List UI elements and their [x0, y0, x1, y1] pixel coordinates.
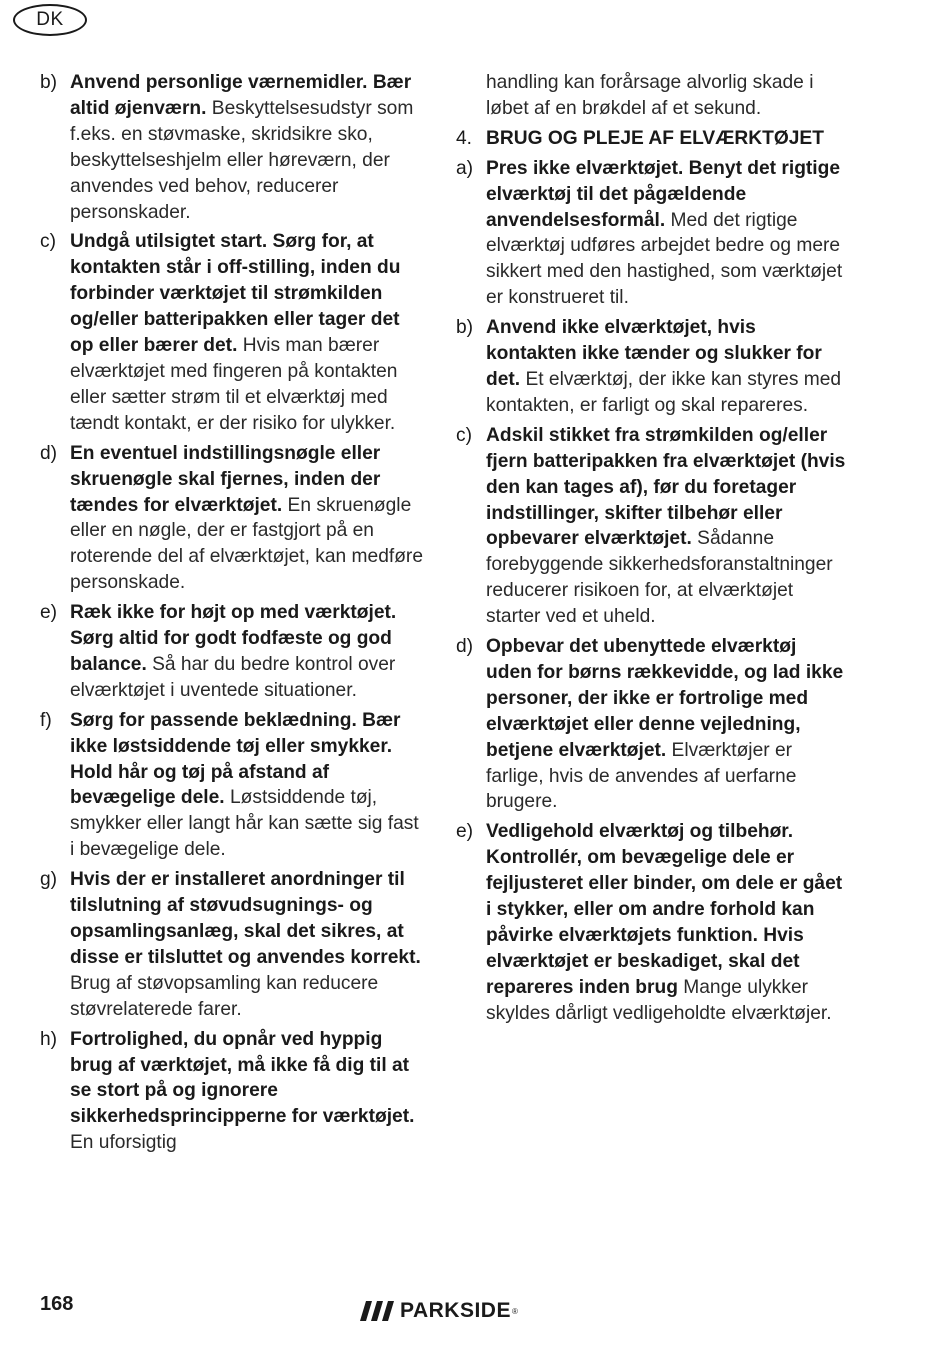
item-label: d): [40, 442, 58, 464]
list-item: [40, 600, 425, 704]
item-label: c): [456, 424, 472, 446]
section-heading: [456, 126, 846, 152]
item-label: e): [456, 821, 474, 843]
item-text: Hvis man bærer elværktøjet med fingeren på kontakten eller sætter strøm til et elværktøj med tændt kontakt, er der risiko for ulykker.: [70, 335, 398, 434]
list-item: [40, 1027, 425, 1157]
list-item: [40, 70, 425, 225]
item-text: En skruenøgle eller en nøgle, der er fastgjort på en roterende del af elværktøjet, kan medføre personskade.: [70, 494, 423, 594]
logo-slashes-icon: [360, 1301, 394, 1321]
list-item: [40, 441, 425, 596]
item-text: Mange ulykker skyldes dårligt vedligeholdte elværktøjer.: [486, 976, 832, 1024]
item-label: f): [40, 709, 52, 731]
page-number: 168: [40, 1293, 74, 1315]
item-lead: Pres ikke elværktøjet. Benyt det rigtige elværktøj til det pågældende anvendelsesformål.: [486, 157, 841, 231]
continued-text: handling kan forårsage alvorlig skade i løbet af en brøkdel af et sekund.: [486, 72, 814, 119]
list-item: [40, 867, 425, 1022]
list-item: [456, 819, 846, 1026]
item-text: Sådanne forebyggende sikkerhedsforanstaltninger reducerer risikoen for, at elværktøjet starter ved et uheld.: [486, 528, 833, 628]
item-lead: Anvend personlige værnemidler. Bær altid øjenværn.: [70, 72, 412, 119]
item-label: c): [40, 231, 56, 253]
language-badge: DK: [13, 4, 87, 36]
item-lead: Ræk ikke for højt op med værktøjet. Sørg altid for godt fodfæste og god balance.: [70, 602, 397, 675]
item-lead: Anvend ikke elværktøjet, hvis kontakten ikke tænder og slukker for det.: [486, 317, 822, 390]
item-text: Løstsiddende tøj, smykker eller langt hår kan sætte sig fast i bevægelige dele.: [70, 787, 419, 861]
item-lead: En eventuel indstillingsnøgle eller skruenøgle skal fjernes, inden der tændes for elværktøjet.: [70, 442, 381, 516]
left-column: [40, 70, 425, 1160]
item-label: g): [40, 869, 58, 891]
item-label: b): [456, 317, 474, 339]
right-column: [456, 70, 846, 1031]
item-label: a): [456, 157, 474, 179]
list-item: [456, 156, 846, 311]
item-text: Med det rigtige elværktøj udføres arbejdet bedre og mere sikkert med den hastighed, som værktøjet er konstrueret til.: [486, 209, 843, 309]
item-text: Beskyttelsesudstyr som f.eks. en støvmaske, skridsikre sko, beskyttelseshjelm eller høreværn, der anvendes ved behov, reducerer personskader.: [70, 97, 414, 223]
item-label: d): [456, 636, 474, 658]
item-text: Et elværktøj, der ikke kan styres med kontakten, er farligt og skal repareres.: [486, 368, 842, 416]
list-item: [456, 315, 846, 419]
list-item: [456, 634, 846, 815]
item-lead: Undgå utilsigtet start. Sørg for, at kontakten står i off-stilling, inden du forbinder værktøjet til strømkilden og/eller batteripakken eller tager det op eller bærer det.: [70, 231, 401, 357]
item-label: e): [40, 602, 58, 624]
section-number: 4.: [456, 127, 473, 149]
item-text: Så har du bedre kontrol over elværktøjet i uventede situationer.: [70, 653, 396, 701]
item-lead: Adskil stikket fra strømkilden og/eller fjern batteripakken fra elværktøjet (hvis den kan tages af), før du foretager indstillinger, skifter tilbehør eller opbevarer elværktøjet.: [486, 424, 846, 550]
item-label: b): [40, 72, 58, 93]
parkside-logo: [360, 1296, 518, 1326]
item-lead: Hvis der er installeret anordninger til tilslutning af støvudsugnings- og opsamlingsanlæg, skal det sikres, at disse er tilsluttet og anvendes korrekt.: [70, 869, 421, 968]
item-lead: Fortrolighed, du opnår ved hyppig brug af værktøjet, må ikke få dig til at se stort på og ignorere sikkerhedsprincipperne for værktøjet.: [70, 1028, 415, 1128]
item-lead: Opbevar det ubenyttede elværktøj uden for børns rækkevidde, og lad ikke personer, der ikke er fortrolige med elværktøjet eller denne vejledning, betjene elværktøjet.: [486, 636, 844, 761]
logo-text: PARKSIDE: [400, 1299, 511, 1322]
item-text: Elværktøjer er farlige, hvis de anvendes af uerfarne brugere.: [486, 739, 797, 813]
list-item: [456, 423, 846, 630]
item-label: h): [40, 1028, 58, 1050]
item-lead: Vedligehold elværktøj og tilbehør. Kontrollér, om bevægelige dele er fejljusteret eller binder, om dele er gået i stykker, eller om andre forhold kan påvirke elværktøjets funktion. Hvis elværktøjet er beskadiget, skal det repareres inden brug: [486, 821, 843, 998]
logo-registered: ®: [511, 1306, 518, 1316]
item-text: En uforsigtig: [70, 1132, 177, 1154]
item-text: Brug af støvopsamling kan reducere støvrelaterede farer.: [70, 972, 379, 1020]
list-item: [40, 229, 425, 436]
item-lead: Sørg for passende beklædning. Bær ikke løstsiddende tøj eller smykker. Hold hår og tøj på afstand af bevægelige dele.: [70, 709, 401, 809]
section-title: BRUG OG PLEJE AF ELVÆRKTØJET: [486, 127, 824, 149]
list-item: [40, 708, 425, 863]
